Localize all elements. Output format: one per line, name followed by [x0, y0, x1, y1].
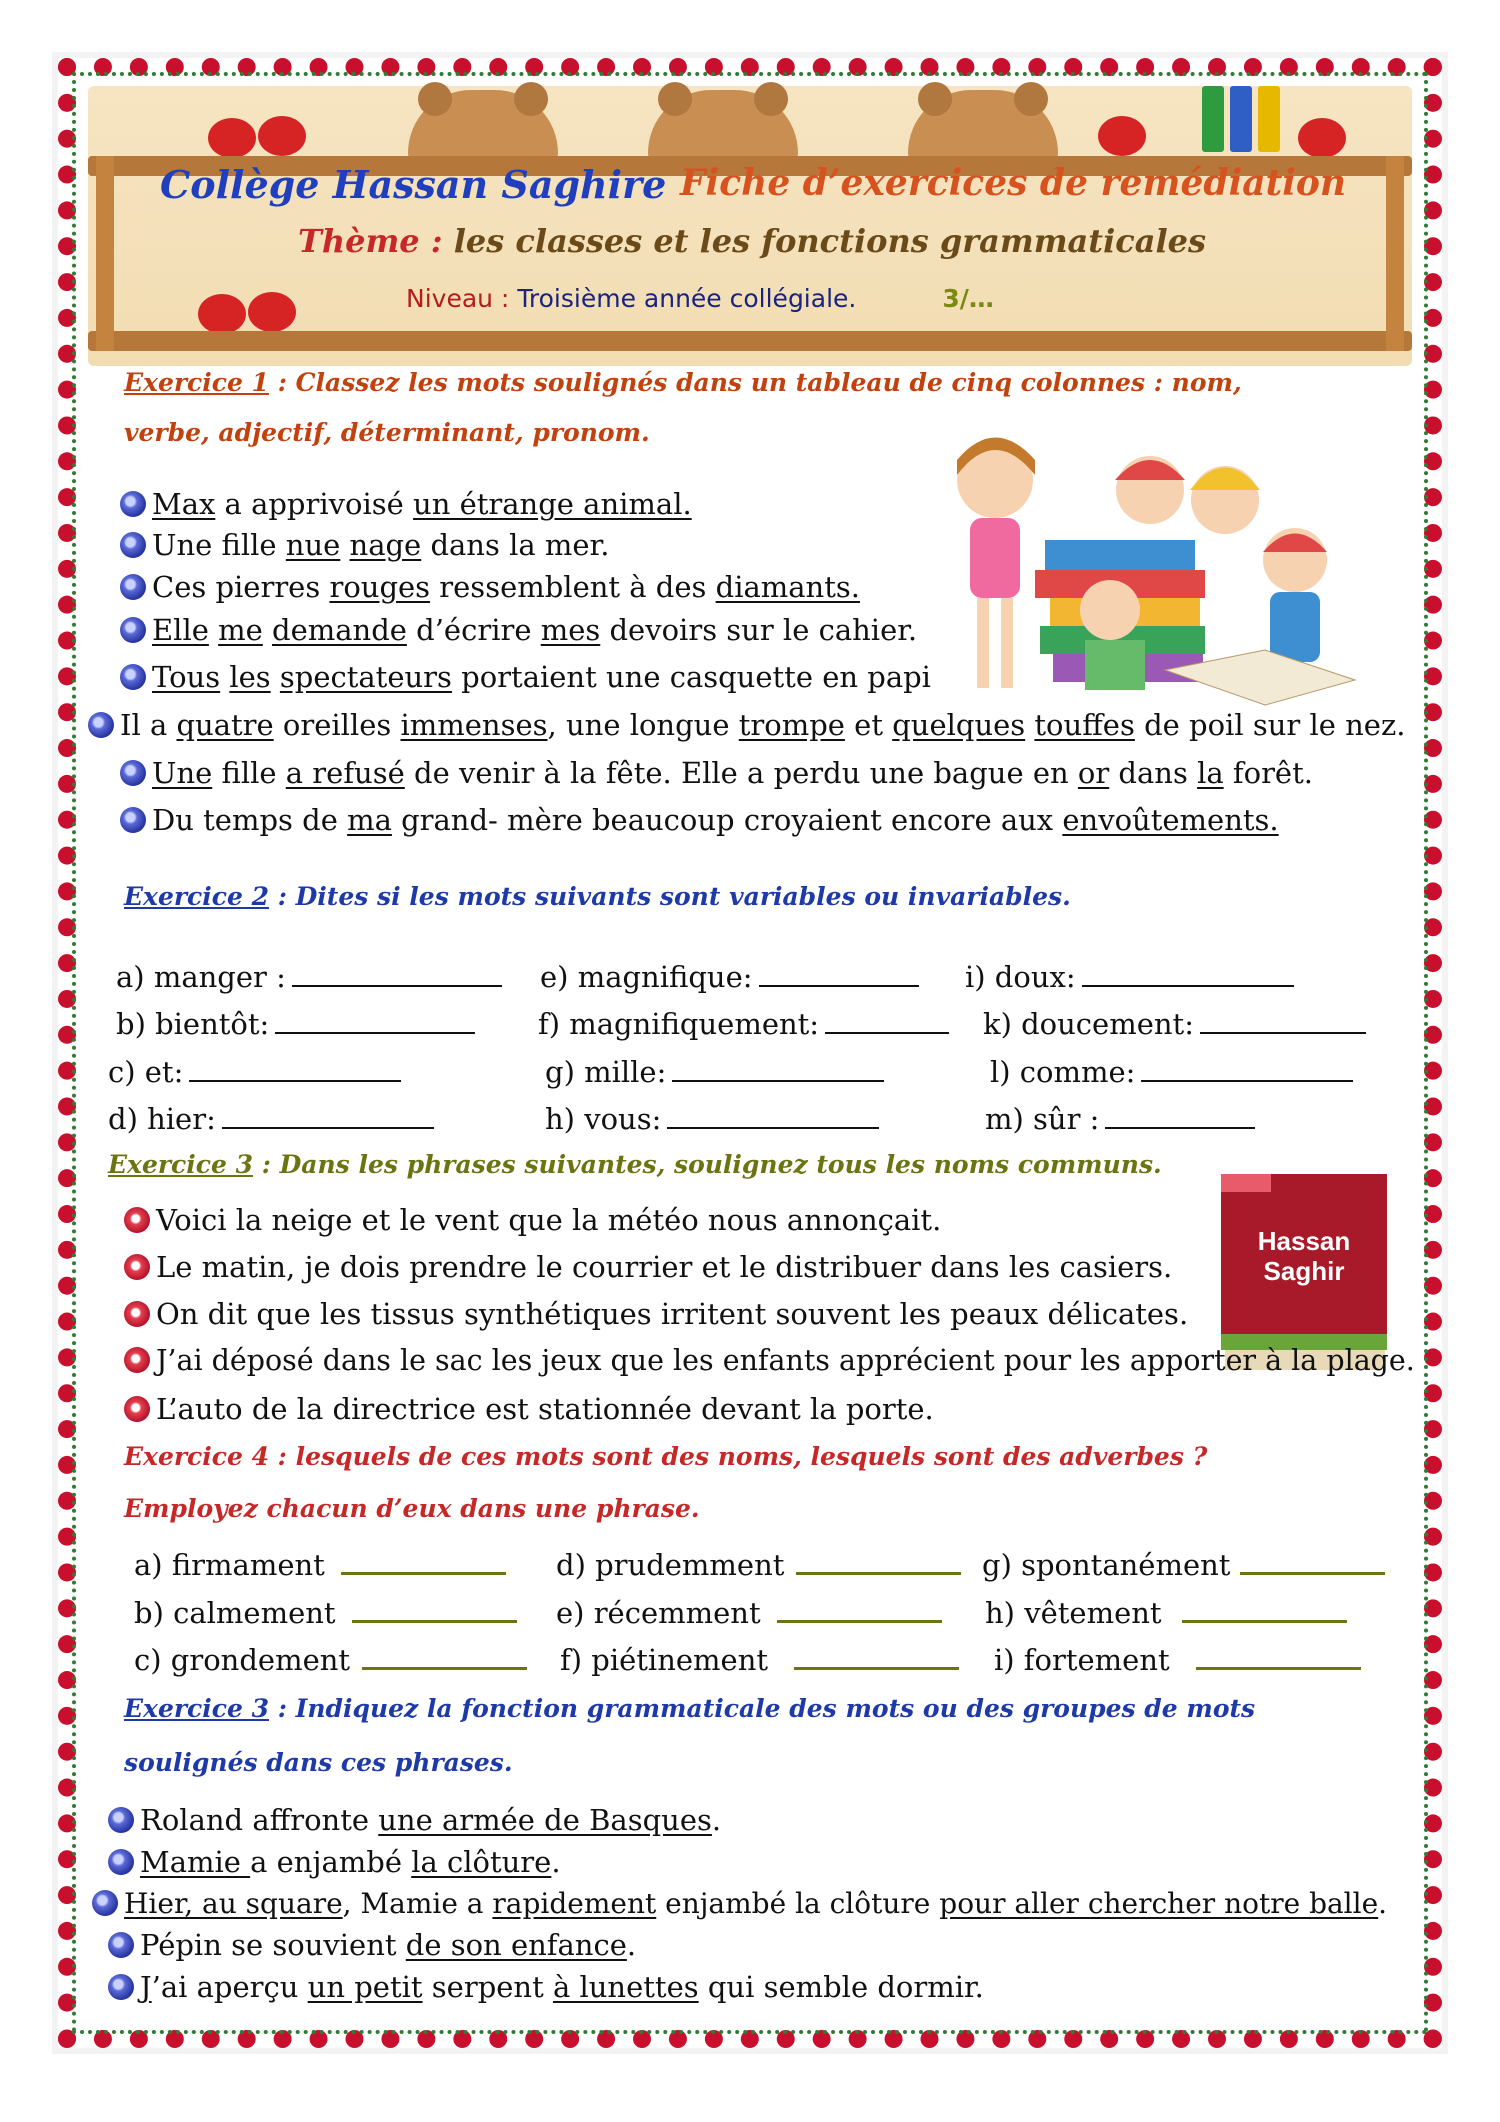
exercise-3-label: Exercice 3 [108, 1150, 253, 1179]
answer-blank[interactable] [759, 979, 919, 987]
exercise-3-instruction: : Dans les phrases suivantes, soulignez tous les noms communs. [252, 1150, 1162, 1179]
answer-blank[interactable] [1200, 1026, 1366, 1034]
exercise-5-instruction-cont: soulignés dans ces phrases. [124, 1748, 513, 1777]
answer-blank[interactable] [1141, 1074, 1353, 1082]
exercise-5-label: Exercice 3 [124, 1694, 269, 1723]
level-value: Troisième année collégiale. [517, 284, 857, 313]
ex1-sentence: Une fille a refusé de venir à la fête. Elle a perdu une bague en or dans la forêt. [120, 756, 1313, 790]
answer-blank[interactable] [352, 1614, 517, 1623]
ex5-sentence: J’ai aperçu un petit serpent à lunettes qui semble dormir. [108, 1970, 984, 2004]
level-label: Niveau : [406, 284, 510, 313]
answer-blank[interactable] [275, 1026, 475, 1034]
answer-blank[interactable] [672, 1074, 884, 1082]
theme-value: les classes et les fonctions grammaticales [453, 222, 1206, 260]
answer-blank[interactable] [1196, 1661, 1361, 1670]
answer-blank[interactable] [825, 1026, 949, 1034]
ex1-sentence: Du temps de ma grand- mère beaucoup croyaient encore aux envoûtements. [120, 803, 1279, 837]
answer-blank[interactable] [1105, 1121, 1255, 1129]
answer-blank[interactable] [341, 1566, 506, 1575]
level-line [406, 284, 994, 313]
apple-icon [258, 116, 306, 156]
bullet-icon [120, 491, 146, 517]
answer-blank[interactable] [1182, 1614, 1347, 1623]
answer-blank[interactable] [794, 1661, 959, 1670]
exercise-2-title [124, 882, 1071, 911]
answer-blank[interactable] [796, 1566, 961, 1575]
badge-line1: Hassan [1257, 1226, 1351, 1256]
ex5-sentence: Roland affronte une armée de Basques. [108, 1803, 721, 1837]
bullet-icon [124, 1347, 150, 1373]
teddy-bear-icon [908, 90, 1058, 162]
ex2-item: e) magnifique: [540, 960, 919, 994]
badge-line2: Saghir [1263, 1256, 1345, 1286]
bullet-icon [120, 807, 146, 833]
ex3-sentence: Voici la neige et le vent que la météo nous annonçait. [124, 1203, 941, 1237]
apple-icon [208, 118, 256, 158]
ex2-item: c) et: [108, 1055, 401, 1089]
bullet-icon [120, 760, 146, 786]
ex1-sentence: Il a quatre oreilles immenses, une longue trompe et quelques touffes de poil sur le nez. [88, 708, 1405, 742]
ex1-sentence: Une fille nue nage dans la mer. [120, 528, 609, 562]
bullet-icon [92, 1890, 118, 1916]
ex5-sentence: Pépin se souvient de son enfance. [108, 1928, 636, 1962]
ex1-sentence: Max a apprivoisé un étrange animal. [120, 487, 692, 521]
ex4-item: f) piétinement [560, 1643, 959, 1677]
answer-blank[interactable] [667, 1121, 879, 1129]
ex2-item: h) vous: [545, 1102, 879, 1136]
ex4-item: g) spontanément [982, 1548, 1385, 1582]
page-number: 3/… [942, 284, 994, 313]
ex5-sentence: Mamie a enjambé la clôture. [108, 1845, 561, 1879]
ex2-item: b) bientôt: [116, 1007, 475, 1041]
bullet-icon [120, 664, 146, 690]
answer-blank[interactable] [1082, 979, 1294, 987]
ex2-item: i) doux: [965, 960, 1294, 994]
exercise-3-title [108, 1150, 1162, 1179]
answer-blank[interactable] [222, 1121, 434, 1129]
answer-blank[interactable] [292, 979, 502, 987]
apple-icon [1098, 116, 1146, 156]
ex2-item: m) sûr : [985, 1102, 1255, 1136]
college-name: Collège Hassan Saghire [160, 162, 667, 207]
apple-icon [248, 292, 296, 332]
teddy-bear-icon [408, 90, 558, 162]
ex4-item: d) prudemment [556, 1548, 961, 1582]
ex4-item: b) calmement [134, 1596, 517, 1630]
exercise-5-title [124, 1694, 1255, 1723]
pencils-icon [1202, 86, 1292, 156]
exercise-1-label: Exercice 1 [124, 368, 269, 397]
ex3-sentence: Le matin, je dois prendre le courrier et le distribuer dans les casiers. [124, 1250, 1172, 1284]
ex3-sentence: J’ai déposé dans le sac les jeux que les enfants apprécient pour les apporter à la plage. [124, 1344, 1415, 1377]
ex2-item: f) magnifiquement: [538, 1007, 949, 1041]
shelf-post [96, 156, 114, 351]
apple-icon [1298, 118, 1346, 158]
answer-blank[interactable] [362, 1661, 527, 1670]
ex2-item: d) hier: [108, 1102, 434, 1136]
bullet-icon [120, 617, 146, 643]
teddy-bear-icon [648, 90, 798, 162]
answer-blank[interactable] [1240, 1566, 1385, 1575]
bullet-icon [88, 712, 114, 738]
exercise-2-label: Exercice 2 [124, 882, 269, 911]
bullet-icon [108, 1932, 134, 1958]
ex1-sentence: Elle me demande d’écrire mes devoirs sur le cahier. [120, 613, 917, 647]
ex3-sentence: On dit que les tissus synthétiques irritent souvent les peaux délicates. [124, 1297, 1188, 1331]
bullet-icon [124, 1396, 150, 1422]
exercise-1-instruction: : Classez les mots soulignés dans un tableau de cinq colonnes : nom, [268, 368, 1242, 397]
exercise-1-instruction-cont: verbe, adjectif, déterminant, pronom. [124, 418, 650, 447]
exercise-2-instruction: : Dites si les mots suivants sont variables ou invariables. [268, 882, 1071, 911]
answer-blank[interactable] [777, 1614, 942, 1623]
bullet-icon [124, 1207, 150, 1233]
theme-label: Thème : [298, 222, 443, 260]
answer-blank[interactable] [189, 1074, 401, 1082]
bullet-icon [124, 1301, 150, 1327]
bullet-icon [124, 1254, 150, 1280]
ex1-sentence: Ces pierres rouges ressemblent à des diamants. [120, 570, 860, 604]
decorative-border-inner [72, 72, 1428, 2034]
bullet-icon [108, 1849, 134, 1875]
ex4-item: i) fortement [994, 1643, 1361, 1677]
apple-icon [198, 294, 246, 334]
ex4-item: c) grondement [134, 1643, 527, 1677]
theme-line [298, 222, 1206, 260]
ex4-item: h) vêtement [985, 1596, 1347, 1630]
ex1-sentence: Tous les spectateurs portaient une casquette en papi [120, 660, 931, 694]
children-reading-illustration [935, 420, 1385, 710]
bullet-icon [120, 574, 146, 600]
ex5-sentence: Hier, au square, Mamie a rapidement enjambé la clôture pour aller chercher notre balle. [92, 1887, 1387, 1920]
shelf-post [1386, 156, 1404, 351]
exercise-4-instruction-cont: Employez chacun d’eux dans une phrase. [124, 1494, 700, 1523]
shelf-board [88, 331, 1412, 351]
exercise-1-title [124, 368, 1242, 397]
bullet-icon [108, 1974, 134, 2000]
exercise-5-instruction: : Indiquez la fonction grammaticale des mots ou des groupes de mots [268, 1694, 1256, 1723]
ex2-item: l) comme: [990, 1055, 1353, 1089]
exercise-4-title: Exercice 4 : lesquels de ces mots sont des noms, lesquels sont des adverbes ? [124, 1442, 1208, 1471]
worksheet-title: Fiche d’exercices de remédiation [680, 162, 1347, 204]
bullet-icon [108, 1807, 134, 1833]
bullet-icon [120, 532, 146, 558]
ex3-sentence: L’auto de la directrice est stationnée devant la porte. [124, 1392, 934, 1426]
ex2-item: a) manger : [116, 960, 502, 994]
ex2-item: g) mille: [545, 1055, 884, 1089]
ex4-item: e) récemment [556, 1596, 942, 1630]
ex2-item: k) doucement: [983, 1007, 1366, 1041]
ex4-item: a) firmament [134, 1548, 506, 1582]
